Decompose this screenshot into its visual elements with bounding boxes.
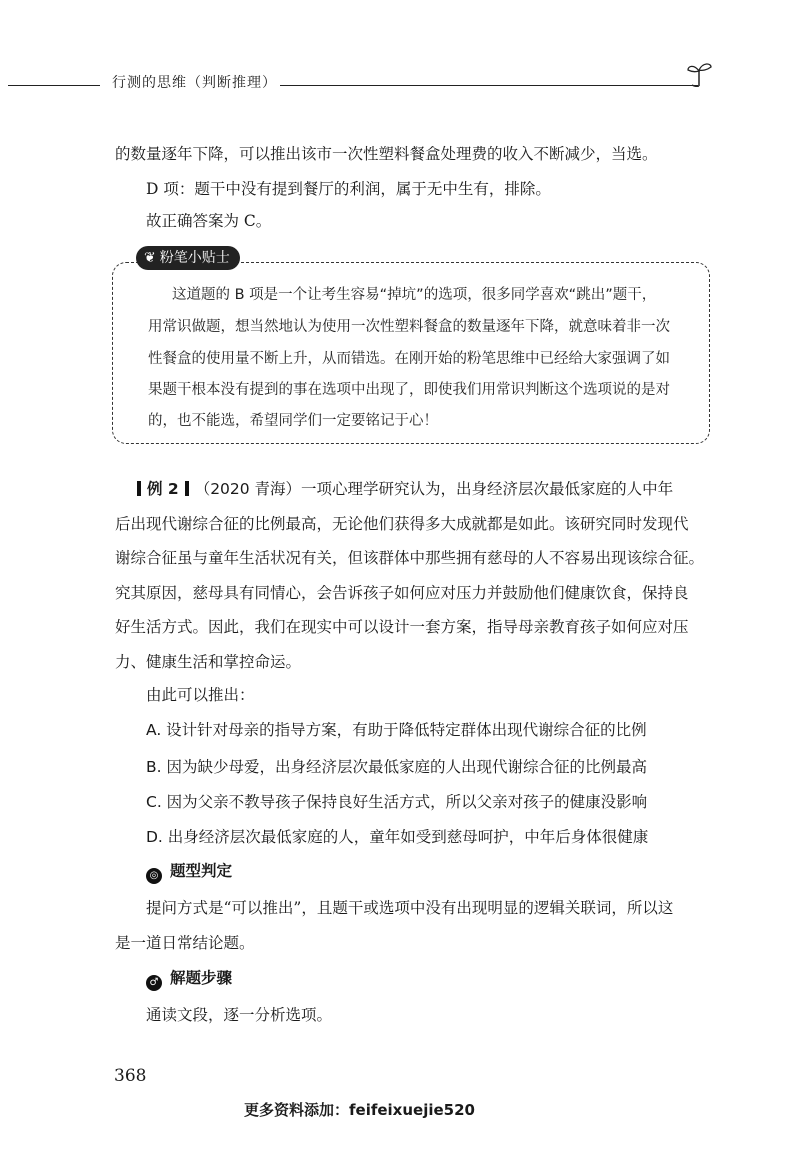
- section1-line-1: 提问方式是“可以推出”，且题干或选项中没有出现明显的逻辑关联词，所以这: [146, 899, 674, 917]
- option-a: A. 设计针对母亲的指导方案，有助于降低特定群体出现代谢综合征的比例: [146, 721, 647, 739]
- example-text-1: （2020 青海）一项心理学研究认为，出身经济层次最低家庭的人中年: [194, 480, 674, 498]
- tip-label-text: 粉笔小贴士: [159, 250, 230, 266]
- analysis-line-1: 的数量逐年下降，可以推出该市一次性塑料餐盒处理费的收入不断减少，当选。: [115, 145, 658, 163]
- section-question-type: [146, 860, 232, 884]
- target-icon: ◎: [146, 868, 162, 884]
- option-c: C. 因为父亲不教导孩子保持良好生活方式，所以父亲对孩子的健康没影响: [146, 793, 648, 811]
- tag-bar-right: [185, 481, 189, 496]
- header-rule-left: [8, 85, 100, 86]
- running-header: [8, 72, 708, 96]
- tip-line-5: 的，也不能选，希望同学们一定要铭记于心！: [148, 413, 438, 429]
- analysis-line-2: D 项：题干中没有提到餐厅的利润，属于无中生有，排除。: [146, 180, 551, 198]
- example-line-6: 力、健康生活和掌控命运。: [115, 653, 302, 671]
- option-b: B. 因为缺少母爱，出身经济层次最低家庭的人出现代谢综合征的比例最高: [146, 758, 647, 776]
- example-line-2: 后出现代谢综合征的比例最高，无论他们获得多大成就都是如此。该研究同时发现代: [115, 515, 689, 533]
- section-solution-steps: [146, 967, 232, 991]
- tip-label: [136, 246, 240, 270]
- tag-bar-left: [137, 481, 141, 496]
- section-solution-steps-title: 解题步骤: [170, 969, 233, 987]
- tip-line-1: 这道题的 B 项是一个让考生容易“掉坑”的选项，很多同学喜欢“跳出”题干，: [172, 287, 657, 303]
- page-number: 368: [114, 1066, 147, 1086]
- option-d: D. 出身经济层次最低家庭的人，童年如受到慈母呵护，中年后身体很健康: [146, 828, 649, 846]
- question-prompt: 由此可以推出：: [146, 686, 255, 704]
- section2-text: 通读文段，逐一分析选项。: [146, 1006, 333, 1024]
- tip-line-2: 用常识做题，想当然地认为使用一次性塑料餐盒的数量逐年下降，就意味着非一次: [148, 319, 670, 335]
- example-line-1: [115, 478, 715, 500]
- tip-line-4: 果题干根本没有提到的事在选项中出现了，即使我们用常识判断这个选项说的是对: [148, 382, 670, 398]
- example-tag: 例 2: [147, 480, 179, 498]
- tip-line-3: 性餐盒的使用量不断上升，从而错选。在刚开始的粉笔思维中已经给大家强调了如: [148, 351, 670, 367]
- section-question-type-title: 题型判定: [170, 862, 233, 880]
- steps-icon: ♂: [146, 975, 162, 991]
- example-line-3: 谢综合征虽与童年生活状况有关，但该群体中那些拥有慈母的人不容易出现该综合征。: [115, 549, 705, 567]
- section1-line-2: 是一道日常结论题。: [115, 934, 255, 952]
- example-line-4: 究其原因，慈母具有同情心，会告诉孩子如何应对压力并鼓励他们健康饮食，保持良: [115, 584, 689, 602]
- header-rule-right: [280, 85, 698, 86]
- sprout-icon: [684, 58, 714, 88]
- footer-note: 更多资料添加：feifeixuejie520: [244, 1101, 475, 1119]
- answer-line: 故正确答案为 C。: [146, 212, 272, 230]
- header-title: 行测的思维（判断推理）: [112, 75, 277, 91]
- leaf-icon: ❦: [144, 250, 156, 266]
- example-line-5: 好生活方式。因此，我们在现实中可以设计一套方案，指导母亲教育孩子如何应对压: [115, 618, 689, 636]
